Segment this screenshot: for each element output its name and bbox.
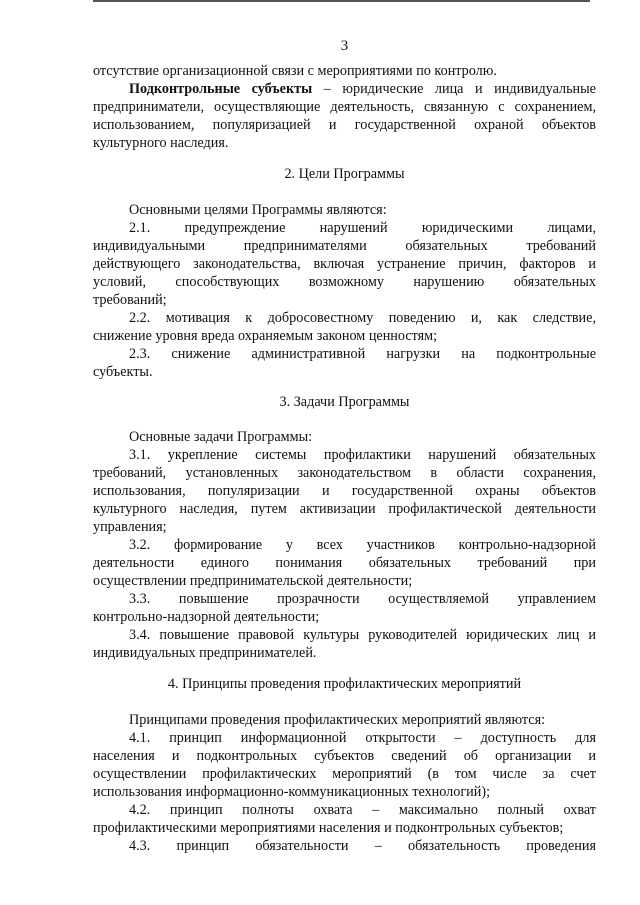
section-3-lead: Основные задачи Программы: [129, 429, 313, 445]
section-2-line: 2.1. предупреждение нарушений юридическими лицами, [129, 220, 596, 236]
section-4-line: 4.1. принцип информационной открытости – доступность для [129, 730, 596, 746]
intro-line-4: использованием, популяризацией и государственной охраной объектов [93, 117, 596, 133]
section-3-line: 3.3. повышение прозрачности осуществляемой управлением [129, 591, 596, 607]
section-4-line: 4.3. принцип обязательности – обязательность проведения [129, 838, 596, 854]
section-3-line: контрольно-надзорной деятельности; [93, 609, 320, 625]
section-2-line: 2.3. снижение административной нагрузки на подконтрольные [129, 346, 596, 362]
section-3-line: культурного наследия, путем активизации профилактической деятельности [93, 501, 596, 517]
section-4-line: 4.2. принцип полноты охвата – максимально полный охват [129, 802, 596, 818]
section-2-line: снижение уровня вреда охраняемым законом ценностям; [93, 328, 438, 344]
top-rule [93, 0, 590, 2]
intro-line-1: отсутствие организационной связи с мероприятиями по контролю. [93, 63, 497, 79]
section-3-line: требований, установленных законодательством в области сохранения, [93, 465, 596, 481]
section-3-line: управления; [93, 519, 167, 535]
section-3-line: деятельности единого понимания обязательных требований при [93, 555, 596, 571]
section-2-line: требований; [93, 292, 167, 308]
section-3-line: 3.2. формирование у всех участников контрольно-надзорной [129, 537, 596, 553]
section-3-line: 3.4. повышение правовой культуры руководителей юридических лиц и [129, 627, 596, 643]
section-2-line: индивидуальными предпринимателями обязательных требований [93, 238, 596, 254]
section-3-heading: 3. Задачи Программы [279, 394, 410, 410]
section-4-line: осуществлении профилактических мероприятий (в том числе за счет [93, 766, 596, 782]
intro-line-5: культурного наследия. [93, 135, 229, 151]
section-2-lead: Основными целями Программы являются: [129, 202, 387, 218]
section-2-line: действующего законодательства, включая устранение причин, факторов и [93, 256, 596, 272]
page-number: 3 [340, 38, 349, 54]
section-2-line: субъекты. [93, 364, 153, 380]
section-3-line: 3.1. укрепление системы профилактики нарушений обязательных [129, 447, 596, 463]
intro-line-3: предприниматели, осуществляющие деятельность, связанную с сохранением, [93, 99, 596, 115]
section-2-line: условий, способствующих возможному нарушению обязательных [93, 274, 596, 290]
section-4-heading: 4. Принципы проведения профилактических мероприятий [167, 676, 522, 692]
section-3-line: использования, популяризации и государственной охраны объектов [93, 483, 596, 499]
section-4-line: использования информационно-коммуникационных технологий); [93, 784, 491, 800]
definition-term: Подконтрольные субъекты [129, 81, 313, 97]
section-2-heading: 2. Цели Программы [284, 166, 405, 182]
definition-text: – юридические лица и индивидуальные [312, 81, 596, 97]
section-4-lead: Принципами проведения профилактических мероприятий являются: [129, 712, 546, 728]
section-2-line: 2.2. мотивация к добросовестному поведению и, как следствие, [129, 310, 596, 326]
section-4-line: населения и подконтрольных субъектов сведений об организации и [93, 748, 596, 764]
section-4-line: профилактическими мероприятиями населения и подконтрольных субъектов; [93, 820, 564, 836]
section-3-line: осуществлении предпринимательской деятельности; [93, 573, 413, 589]
intro-definition-line [93, 80, 596, 98]
section-3-line: индивидуальных предпринимателей. [93, 645, 317, 661]
